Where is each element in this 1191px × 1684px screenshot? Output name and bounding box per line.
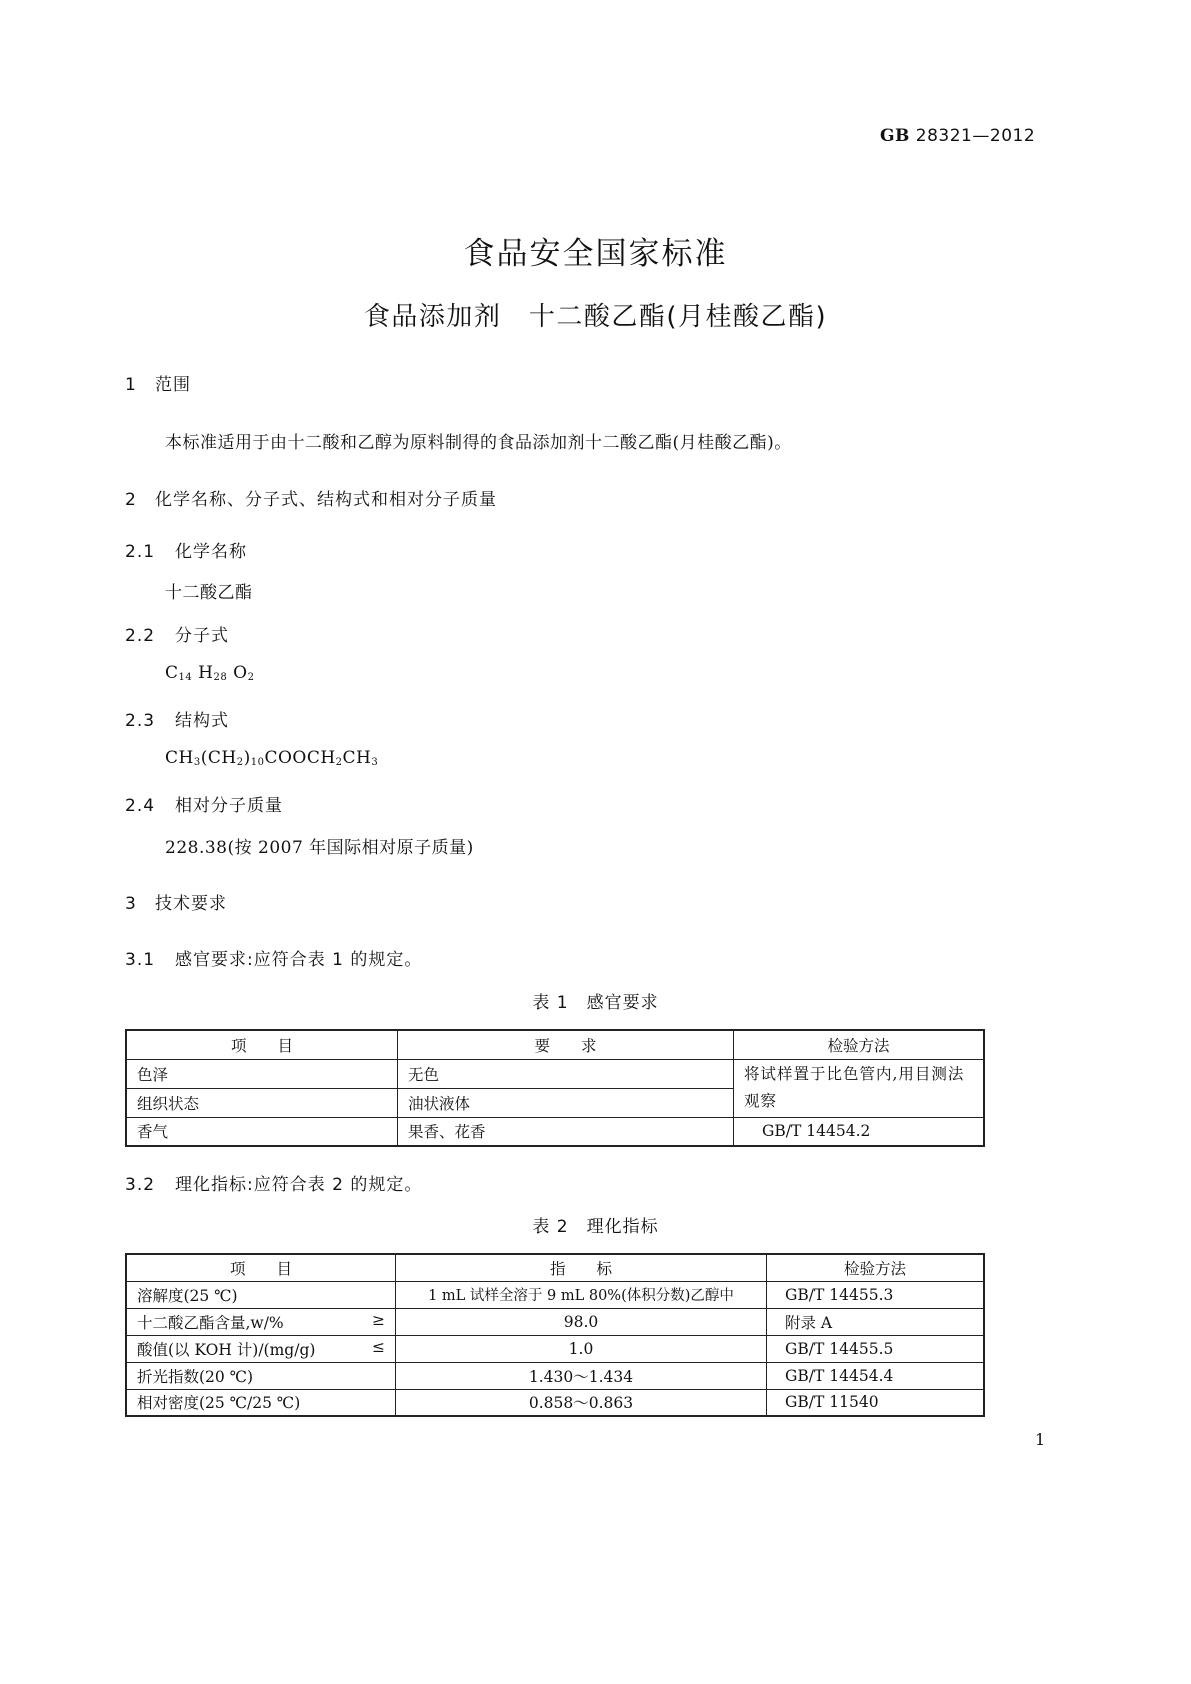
- table-cell: 1.0: [396, 1335, 767, 1362]
- table-header-cell: 项 目: [126, 1254, 396, 1281]
- table-cell: 98.0: [396, 1308, 767, 1335]
- section-1-heading: 1 范围: [125, 375, 191, 395]
- table-row: [126, 1335, 984, 1362]
- table-cell: 香气: [126, 1117, 398, 1146]
- table-row: [126, 1281, 984, 1308]
- table-2-caption: 表 2 理化指标: [532, 1217, 659, 1237]
- table-cell: GB/T 14454.2: [734, 1117, 985, 1146]
- chemical-name: 十二酸乙酯: [165, 583, 253, 603]
- table-row: [126, 1362, 984, 1389]
- section-2-4-heading: 2.4 相对分子质量: [125, 796, 283, 816]
- standard-number: [880, 126, 1035, 146]
- table-cell: GB/T 14455.3: [767, 1281, 985, 1308]
- page-number: 1: [1035, 1430, 1046, 1449]
- table-cell: 1.430～1.434: [396, 1362, 767, 1389]
- section-1-text: 本标准适用于由十二酸和乙醇为原料制得的食品添加剂十二酸乙酯(月桂酸乙酯)。: [165, 433, 792, 453]
- table-cell: GB/T 14455.5: [767, 1335, 985, 1362]
- section-2-2-heading: 2.2 分子式: [125, 626, 229, 646]
- standard-prefix: GB: [880, 126, 910, 146]
- table-cell: 1 mL 试样全溶于 9 mL 80%(体积分数)乙醇中: [396, 1281, 767, 1308]
- comparison-symbol: ≥: [372, 1310, 385, 1329]
- table-cell: 相对密度(25 ℃/25 ℃): [126, 1389, 396, 1416]
- table-cell: 0.858～0.863: [396, 1389, 767, 1416]
- molecular-mass: 228.38(按 2007 年国际相对原子质量): [165, 838, 474, 858]
- section-2-1-heading: 2.1 化学名称: [125, 542, 247, 562]
- section-3-2-heading: 3.2 理化指标:应符合表 2 的规定。: [125, 1175, 423, 1195]
- table-cell: 组织状态: [126, 1088, 398, 1117]
- table-header-row: [126, 1030, 984, 1059]
- table-row: [126, 1059, 984, 1088]
- table-row: [126, 1117, 984, 1146]
- table-row: [126, 1308, 984, 1335]
- molecular-formula: $C_{14}$ $H_{28}$ $O_2$: [165, 663, 255, 683]
- table-row: [126, 1389, 984, 1416]
- document-title: 食品安全国家标准: [463, 236, 728, 272]
- table-header-cell: 检验方法: [734, 1030, 985, 1059]
- table-header-cell: 检验方法: [767, 1254, 985, 1281]
- table-cell: 无色: [398, 1059, 734, 1088]
- table-cell-merged: 将试样置于比色管内,用目测法观察: [734, 1059, 985, 1117]
- table-cell: 溶解度(25 ℃): [126, 1281, 396, 1308]
- comparison-symbol: ≤: [372, 1337, 385, 1356]
- table-1: [125, 1029, 985, 1147]
- table-cell: GB/T 14454.4: [767, 1362, 985, 1389]
- table-cell: 附录 A: [767, 1308, 985, 1335]
- table-cell: GB/T 11540: [767, 1389, 985, 1416]
- section-3-1-heading: 3.1 感官要求:应符合表 1 的规定。: [125, 950, 423, 970]
- table-1-caption: 表 1 感官要求: [532, 993, 659, 1013]
- document-subtitle: 食品添加剂 十二酸乙酯(月桂酸乙酯): [363, 302, 828, 332]
- table-cell: 折光指数(20 ℃): [126, 1362, 396, 1389]
- table-header-row: [126, 1254, 984, 1281]
- section-2-3-heading: 2.3 结构式: [125, 711, 229, 731]
- table-2: [125, 1253, 985, 1417]
- standard-code: 28321—2012: [915, 126, 1036, 146]
- table-cell: 色泽: [126, 1059, 398, 1088]
- table-cell: 油状液体: [398, 1088, 734, 1117]
- table-cell: 果香、花香: [398, 1117, 734, 1146]
- table-header-cell: 要 求: [398, 1030, 734, 1059]
- table-header-cell: 项 目: [126, 1030, 398, 1059]
- table-header-cell: 指 标: [396, 1254, 767, 1281]
- structural-formula: $CH_3(CH_2)_{10}COOCH_2CH_3$: [165, 748, 379, 768]
- section-3-heading: 3 技术要求: [125, 894, 227, 914]
- table-cell: 酸值(以 KOH 计)/(mg/g) ≤: [126, 1335, 396, 1362]
- table-cell: 十二酸乙酯含量,w/% ≥: [126, 1308, 396, 1335]
- section-2-heading: 2 化学名称、分子式、结构式和相对分子质量: [125, 490, 497, 510]
